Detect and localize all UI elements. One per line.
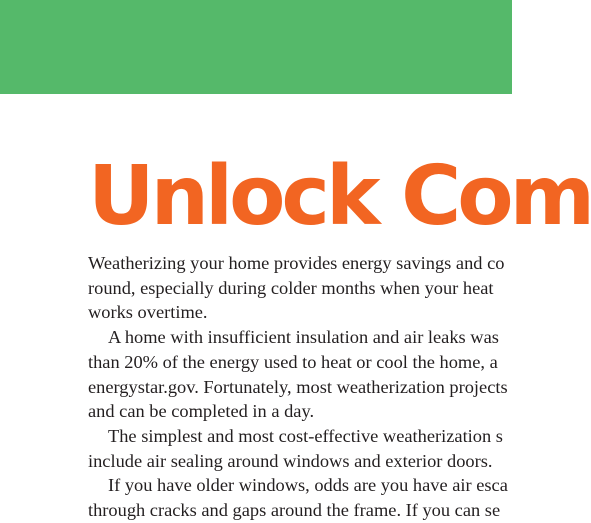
paragraph-line: through cracks and gaps around the frame. If you can se (88, 500, 501, 521)
paragraph-line: round, especially during colder months when your heat (88, 277, 494, 298)
article-body (88, 251, 548, 523)
paragraph-line: works overtime. (88, 302, 208, 323)
paragraph-4 (88, 473, 548, 522)
paragraph-3 (88, 424, 548, 473)
paragraph-line: and can be completed in a day. (88, 401, 315, 422)
paragraph-1 (88, 251, 548, 325)
paragraph-line: Weatherizing your home provides energy savings and co (88, 253, 505, 273)
paragraph-line: The simplest and most cost-effective weatherization s (108, 425, 503, 446)
paragraph-line: include air sealing around windows and exterior doors. (88, 450, 493, 471)
article-headline: Unlock Com (88, 149, 591, 244)
paragraph-line: If you have older windows, odds are you have air esca (108, 475, 508, 496)
header-color-band (0, 0, 512, 94)
paragraph-2 (88, 325, 548, 424)
paragraph-line: than 20% of the energy used to heat or cool the home, a (88, 351, 498, 372)
paragraph-line: A home with insufficient insulation and air leaks was (108, 327, 499, 348)
paragraph-line: energystar.gov. Fortunately, most weatherization projects (88, 376, 508, 397)
